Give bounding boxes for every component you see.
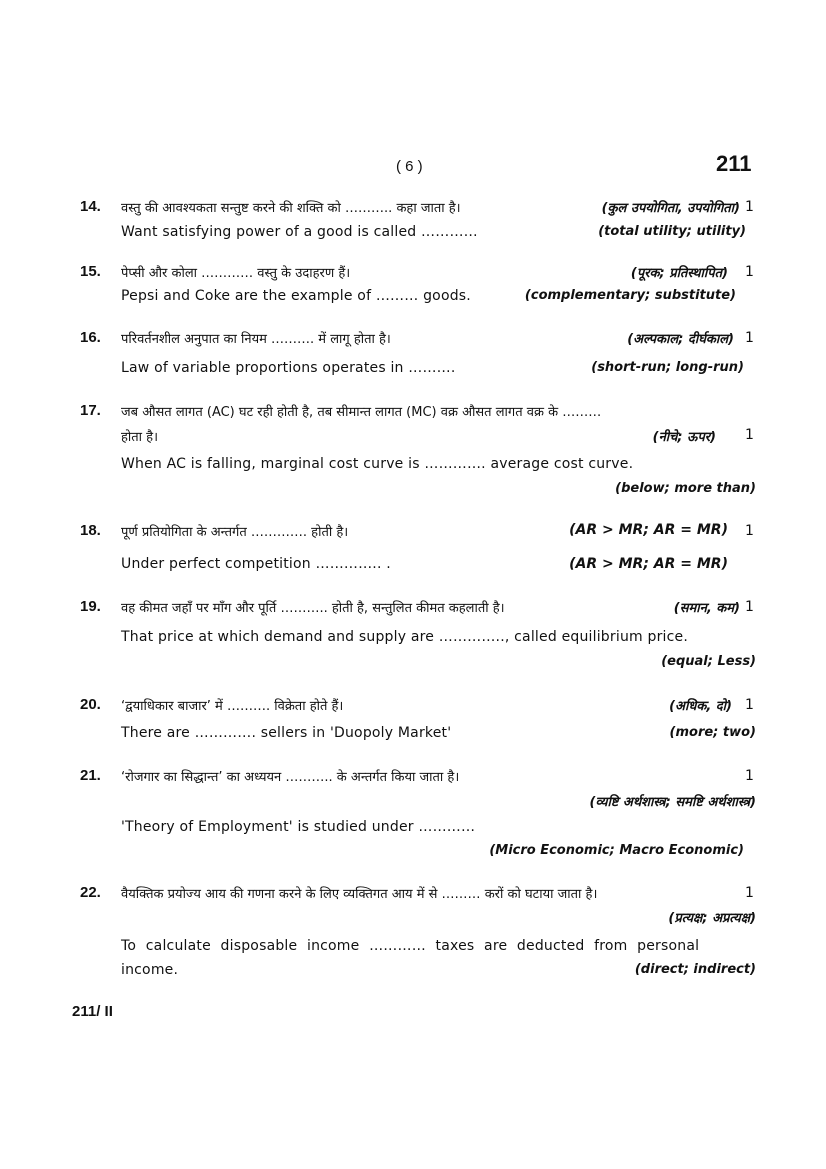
answer-english: (short-run; long-run) bbox=[591, 360, 744, 375]
answer-hindi: (पूरक; प्रतिस्थापित) bbox=[630, 266, 728, 281]
question-english: When AC is falling, marginal cost curve is …………. average cost curve. bbox=[121, 456, 634, 472]
question-english: Under perfect competition ………….. . bbox=[121, 556, 391, 572]
answer-english: (below; more than) bbox=[615, 481, 756, 496]
marks: 1 bbox=[745, 885, 754, 901]
paper-code: 211 bbox=[716, 151, 752, 176]
question-english: Law of variable proportions operates in ………. bbox=[121, 360, 456, 376]
marks: 1 bbox=[745, 599, 754, 615]
answer-hindi: (व्यष्टि अर्थशास्त्र; समष्टि अर्थशास्त्र) bbox=[589, 795, 756, 810]
question-number: 16. bbox=[80, 329, 101, 346]
question-hindi: पूर्ण प्रतियोगिता के अन्तर्गत …………. होती है। bbox=[121, 525, 349, 540]
question-number: 15. bbox=[80, 263, 101, 280]
question-hindi: ‘द्वयाधिकार बाजार’ में ………. विक्रेता होते हैं। bbox=[121, 699, 344, 714]
question-english: There are …………. sellers in 'Duopoly Market' bbox=[121, 725, 452, 741]
question-number: 17. bbox=[80, 402, 101, 419]
answer-hindi: (नीचे; ऊपर) bbox=[652, 430, 716, 445]
marks: 1 bbox=[745, 768, 754, 784]
question-hindi: पेप्सी और कोला ………… वस्तु के उदाहरण हैं। bbox=[121, 266, 351, 281]
marks: 1 bbox=[745, 523, 754, 539]
question-hindi: वस्तु की आवश्यकता सन्तुष्ट करने की शक्ति को ……….. कहा जाता है। bbox=[121, 201, 461, 216]
answer-english: (direct; indirect) bbox=[634, 962, 756, 977]
marks: 1 bbox=[745, 427, 754, 443]
question-english: That price at which demand and supply are ………….., called equilibrium price. bbox=[121, 629, 688, 645]
question-hindi: वह कीमत जहाँ पर माँग और पूर्ति ……….. होती है, सन्तुलित कीमत कहलाती है। bbox=[121, 601, 505, 616]
question-english: Pepsi and Coke are the example of ……… goods. bbox=[121, 288, 471, 304]
question-number: 14. bbox=[80, 198, 101, 215]
question-number: 18. bbox=[80, 522, 101, 539]
answer-english: (Micro Economic; Macro Economic) bbox=[489, 843, 744, 858]
question-hindi: ‘रोजगार का सिद्धान्त’ का अध्ययन ……….. के अन्तर्गत किया जाता है। bbox=[121, 770, 460, 785]
question-hindi-continued: होता है। bbox=[121, 430, 159, 445]
question-number: 19. bbox=[80, 598, 101, 615]
answer-english: (AR > MR; AR = MR) bbox=[569, 556, 728, 572]
question-number: 22. bbox=[80, 884, 101, 901]
answer-hindi: (अल्पकाल; दीर्घकाल) bbox=[627, 332, 734, 347]
answer-hindi: (समान, कम) bbox=[673, 601, 740, 616]
answer-english: (total utility; utility) bbox=[598, 224, 746, 239]
question-hindi: जब औसत लागत (AC) घट रही होती है, तब सीमान्त लागत (MC) वक्र औसत लागत वक्र के ……… bbox=[121, 405, 602, 420]
answer-english: (complementary; substitute) bbox=[524, 288, 736, 303]
marks: 1 bbox=[745, 330, 754, 346]
answer-hindi: (अधिक, दो) bbox=[669, 699, 732, 714]
answer-hindi: (प्रत्यक्ष; अप्रत्यक्ष) bbox=[668, 911, 756, 926]
page-number: ( 6 ) bbox=[396, 158, 423, 175]
question-hindi: परिवर्तनशील अनुपात का नियम ………. में लागू होता है। bbox=[121, 332, 391, 347]
answer-hindi: (कुल उपयोगिता, उपयोगिता) bbox=[601, 201, 740, 216]
footer-code: 211/ II bbox=[72, 1003, 113, 1020]
marks: 1 bbox=[745, 264, 754, 280]
marks: 1 bbox=[745, 697, 754, 713]
answer-hindi: (AR > MR; AR = MR) bbox=[569, 522, 728, 538]
question-english-continued: income. bbox=[121, 962, 179, 978]
question-english: Want satisfying power of a good is called ………… bbox=[121, 224, 478, 240]
question-number: 21. bbox=[80, 767, 101, 784]
answer-english: (more; two) bbox=[669, 725, 756, 740]
question-number: 20. bbox=[80, 696, 101, 713]
question-english: 'Theory of Employment' is studied under ………… bbox=[121, 819, 476, 835]
question-english: To calculate disposable income ………… taxes are deducted from personal bbox=[121, 938, 700, 954]
question-hindi: वैयक्तिक प्रयोज्य आय की गणना करने के लिए व्यक्तिगत आय में से ……… करों को घटाया जाता है। bbox=[121, 887, 598, 902]
marks: 1 bbox=[745, 199, 754, 215]
answer-english: (equal; Less) bbox=[661, 654, 756, 669]
